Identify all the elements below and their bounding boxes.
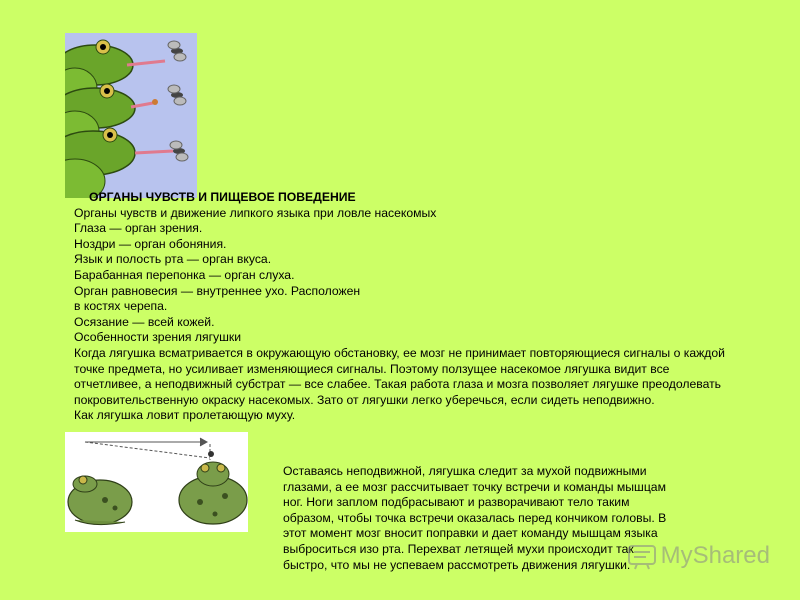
catch-paragraph-line: глазами, а ее мозг рассчитывает точку встречи и команды мышцам	[283, 480, 666, 494]
presentation-icon	[627, 542, 657, 570]
text-line: Особенности зрения лягушки	[74, 330, 242, 344]
frog-tongue-illustration	[65, 33, 197, 198]
frog-sitting	[68, 476, 132, 525]
fly-1	[168, 41, 186, 61]
watermark	[627, 542, 770, 570]
figure-caption: Как лягушка ловит пролетающую муху.	[74, 408, 296, 422]
frog-jump-illustration	[65, 432, 248, 532]
frog-front	[179, 462, 247, 524]
catch-paragraph-line: образом, чтобы точка встречи оказалась перед кончиком головы. В	[283, 511, 667, 525]
vision-paragraph-line: покровительственную окраску насекомых. Зато от лягушки легко уберечься, если сидеть неподвижно.	[74, 393, 655, 407]
text-line: Осязание — всей кожей.	[74, 315, 215, 329]
text-line: Барабанная перепонка — орган слуха.	[74, 268, 295, 282]
catch-paragraph-line: выброситься изо рта. Перехват летящей мухи происходит так	[283, 542, 634, 556]
watermark-text: MyShared	[660, 542, 770, 569]
text-line: Органы чувств и движение липкого языка при ловле насекомых	[74, 206, 437, 220]
page-title: ОРГАНЫ ЧУВСТВ И ПИЩЕВОЕ ПОВЕДЕНИЕ	[89, 190, 356, 204]
vision-paragraph-line: отчетливее, а неподвижный субстрат — все слабее. Такая работа глаза и мозга позволяет лягушке преодолевать	[74, 377, 722, 391]
frog-head-3	[65, 128, 173, 198]
catch-paragraph-line: Оставаясь неподвижной, лягушка следит за мухой подвижными	[283, 464, 647, 478]
text-line: Ноздри — орган обоняния.	[74, 237, 227, 251]
text-line: Глаза — орган зрения.	[74, 221, 203, 235]
catch-paragraph-line: быстро, что мы не успеваем рассмотреть движения лягушки.	[283, 558, 631, 572]
trajectory-arrows	[85, 438, 210, 460]
fly-dot	[208, 451, 214, 457]
text-line: в костях черепа.	[74, 299, 168, 313]
vision-paragraph-line: Когда лягушка всматривается в окружающую обстановку, ее мозг не принимает повторяющиеся сигналы о каждой	[74, 346, 725, 360]
text-line: Орган равновесия — внутреннее ухо. Расположен	[74, 284, 361, 298]
fly-2	[168, 85, 186, 105]
catch-paragraph-line: этот момент мозг вносит поправки и дает команду мышцам языка	[283, 526, 658, 540]
text-line: Язык и полость рта — орган вкуса.	[74, 252, 272, 266]
vision-paragraph-line: точке предмета, но усиливает изменяющиеся сигналы. Поэтому ползущее насекомое лягушка видит все	[74, 362, 670, 376]
catch-paragraph-line: ног. Ноги заплом подбрасывают и разворачивают тело таким	[283, 495, 630, 509]
